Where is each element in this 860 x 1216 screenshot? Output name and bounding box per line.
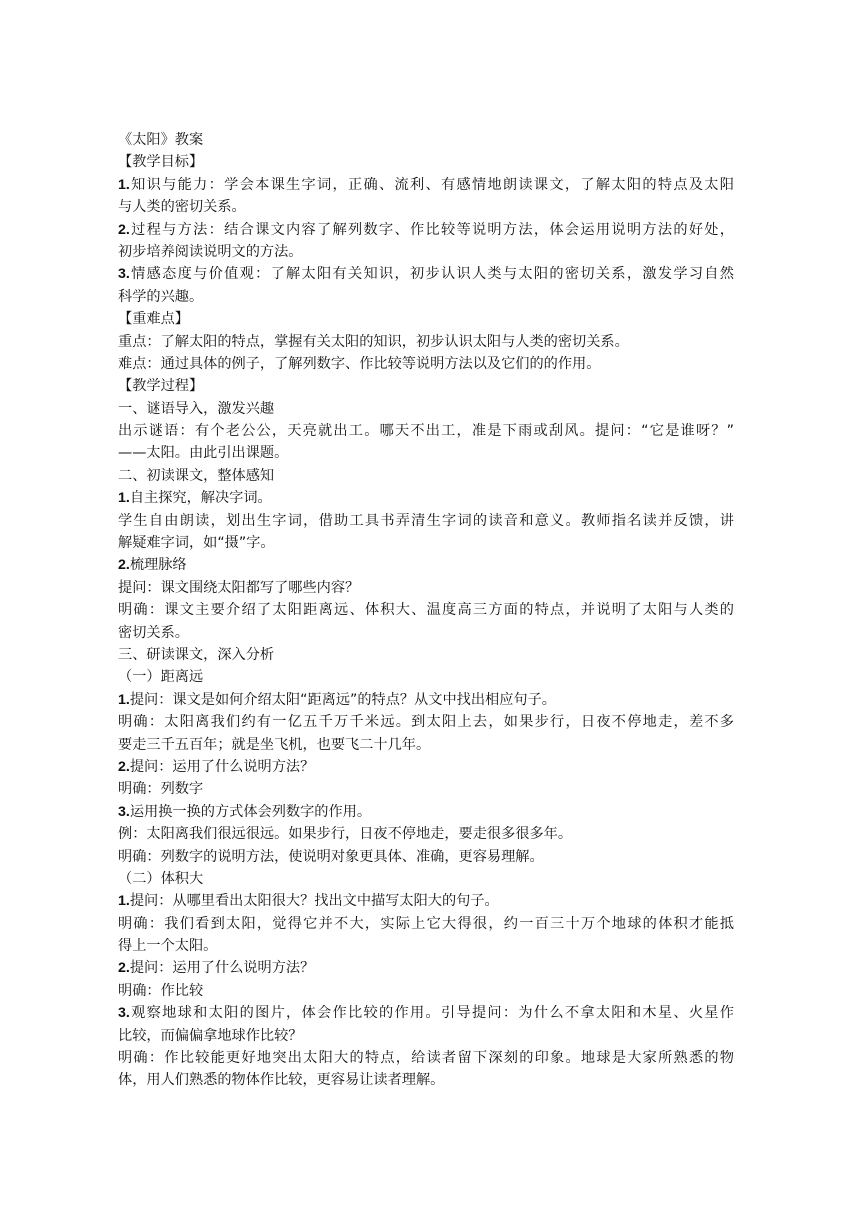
line-text: 出示谜语：有个老公公，天亮就出工。哪天不出工，准是下雨或刮风。提问：“它是谁呀？” [118, 423, 734, 440]
text-line [118, 935, 734, 957]
list-number: 1. [118, 893, 130, 910]
text-line [118, 196, 734, 218]
line-text: （一）距离远 [118, 669, 204, 686]
line-text: 要走三千五百年；就是坐飞机，也要飞二十几年。 [118, 736, 431, 753]
text-line [118, 666, 734, 688]
text-line [118, 219, 734, 241]
text-line [118, 756, 734, 778]
text-line [118, 151, 734, 173]
text-line [118, 174, 734, 196]
text-line [118, 331, 734, 353]
line-text: 运用换一换的方式体会列数字的作用。 [129, 803, 372, 820]
line-text: 明确：作比较能更好地突出太阳大的特点，给读者留下深刻的印象。地球是大家所熟悉的物 [118, 1050, 734, 1067]
text-line [118, 778, 734, 800]
line-text: 体，用人们熟悉的物体作比较，更容易让读者理解。 [118, 1072, 445, 1089]
document-body [118, 129, 734, 1092]
list-number: 1. [118, 176, 130, 193]
line-text: 难点：通过具体的例子，了解列数字、作比较等说明方法以及它们的的作用。 [118, 355, 601, 372]
text-line [118, 286, 734, 308]
line-text: 密切关系。 [118, 624, 189, 641]
line-text: 明确：列数字的说明方法，使说明对象更具体、准确，更容易理解。 [118, 848, 544, 865]
text-line [118, 129, 734, 151]
line-text: 梳理脉络 [129, 557, 187, 574]
line-text: 【重难点】 [118, 311, 189, 328]
line-text: 明确：我们看到太阳，觉得它并不大，实际上它大得很，约一百三十万个地球的体积才能抵 [118, 915, 734, 932]
text-line [118, 957, 734, 979]
text-line [118, 980, 734, 1002]
text-line [118, 689, 734, 711]
line-text: 观察地球和太阳的图片，体会作比较的作用。引导提问：为什么不拿太阳和木星、火星作 [129, 1005, 734, 1022]
line-text: 比较，而偏偏拿地球作比较？ [118, 1027, 303, 1044]
text-line [118, 465, 734, 487]
list-number: 2. [118, 221, 130, 238]
text-line [118, 1047, 734, 1069]
line-text: 明确：课文主要介绍了太阳距离远、体积大、温度高三方面的特点，并说明了太阳与人类的 [118, 602, 734, 619]
line-text: 重点：了解太阳的特点，掌握有关太阳的知识，初步认识太阳与人类的密切关系。 [118, 333, 629, 350]
line-text: 明确：列数字 [118, 781, 204, 798]
line-text: 明确：太阳离我们约有一亿五千万千米远。到太阳上去，如果步行，日夜不停地走，差不多 [118, 714, 734, 731]
text-line [118, 398, 734, 420]
line-text: 提问：运用了什么说明方法？ [129, 960, 315, 977]
line-text: 【教学过程】 [118, 378, 204, 395]
line-text: 明确：作比较 [118, 982, 204, 999]
text-line [118, 375, 734, 397]
list-number: 3. [118, 266, 130, 283]
text-line [118, 442, 734, 464]
text-line [118, 644, 734, 666]
line-text: 提问：从哪里看出太阳很大？找出文中描写太阳大的句子。 [129, 893, 499, 910]
text-line [118, 890, 734, 912]
line-text: ——太阳。由此引出课题。 [118, 445, 289, 462]
text-line [118, 846, 734, 868]
line-text: 与人类的密切关系。 [118, 199, 246, 216]
line-text: 情感态度与价值观：了解太阳有关知识，初步认识人类与太阳的密切关系，激发学习自然 [129, 266, 734, 283]
list-number: 2. [118, 557, 130, 574]
line-text: 自主探究，解决字词。 [129, 490, 272, 507]
line-text: 提问：课文围绕太阳都写了哪些内容？ [118, 579, 360, 596]
text-line [118, 622, 734, 644]
text-line [118, 554, 734, 576]
line-text: 得上一个太阳。 [118, 938, 218, 955]
list-number: 1. [118, 490, 130, 507]
line-text: 一、谜语导入，激发兴趣 [118, 400, 275, 417]
text-line [118, 420, 734, 442]
text-line [118, 532, 734, 554]
line-text: 提问：运用了什么说明方法？ [129, 758, 315, 775]
text-line [118, 711, 734, 733]
text-line [118, 868, 734, 890]
text-line [118, 1002, 734, 1024]
text-line [118, 599, 734, 621]
list-number: 2. [118, 758, 130, 775]
text-line [118, 241, 734, 263]
text-line [118, 577, 734, 599]
text-line [118, 263, 734, 285]
line-text: 解疑难字词，如“摄”字。 [118, 535, 275, 552]
text-line [118, 823, 734, 845]
line-text: （二）体积大 [118, 870, 204, 887]
line-text: 学生自由朗读，划出生字词，借助工具书弄清生字词的读音和意义。教师指名读并反馈，讲 [118, 512, 734, 529]
line-text: 过程与方法：结合课文内容了解列数字、作比较等说明方法，体会运用说明方法的好处， [129, 221, 734, 238]
line-text: 知识与能力：学会本课生字词，正确、流利、有感情地朗读课文，了解太阳的特点及太阳 [129, 176, 734, 193]
line-text: 例：太阳离我们很远很远。如果步行，日夜不停地走，要走很多很多年。 [118, 826, 573, 843]
list-number: 3. [118, 803, 130, 820]
text-line [118, 913, 734, 935]
line-text: 《太阳》教案 [118, 132, 204, 148]
line-text: 科学的兴趣。 [118, 288, 204, 305]
list-number: 3. [118, 1005, 130, 1022]
line-text: 三、研读课文，深入分析 [118, 646, 275, 663]
line-text: 初步培养阅读说明文的方法。 [118, 243, 303, 260]
text-line [118, 1025, 734, 1047]
text-line [118, 510, 734, 532]
text-line [118, 308, 734, 330]
text-line [118, 487, 734, 509]
line-text: 【教学目标】 [118, 154, 204, 171]
line-text: 二、初读课文，整体感知 [118, 467, 275, 484]
text-line [118, 1069, 734, 1091]
text-line [118, 353, 734, 375]
list-number: 2. [118, 960, 130, 977]
line-text: 提问：课文是如何介绍太阳“距离远”的特点？从文中找出相应句子。 [129, 691, 556, 708]
list-number: 1. [118, 691, 130, 708]
text-line [118, 801, 734, 823]
text-line [118, 734, 734, 756]
